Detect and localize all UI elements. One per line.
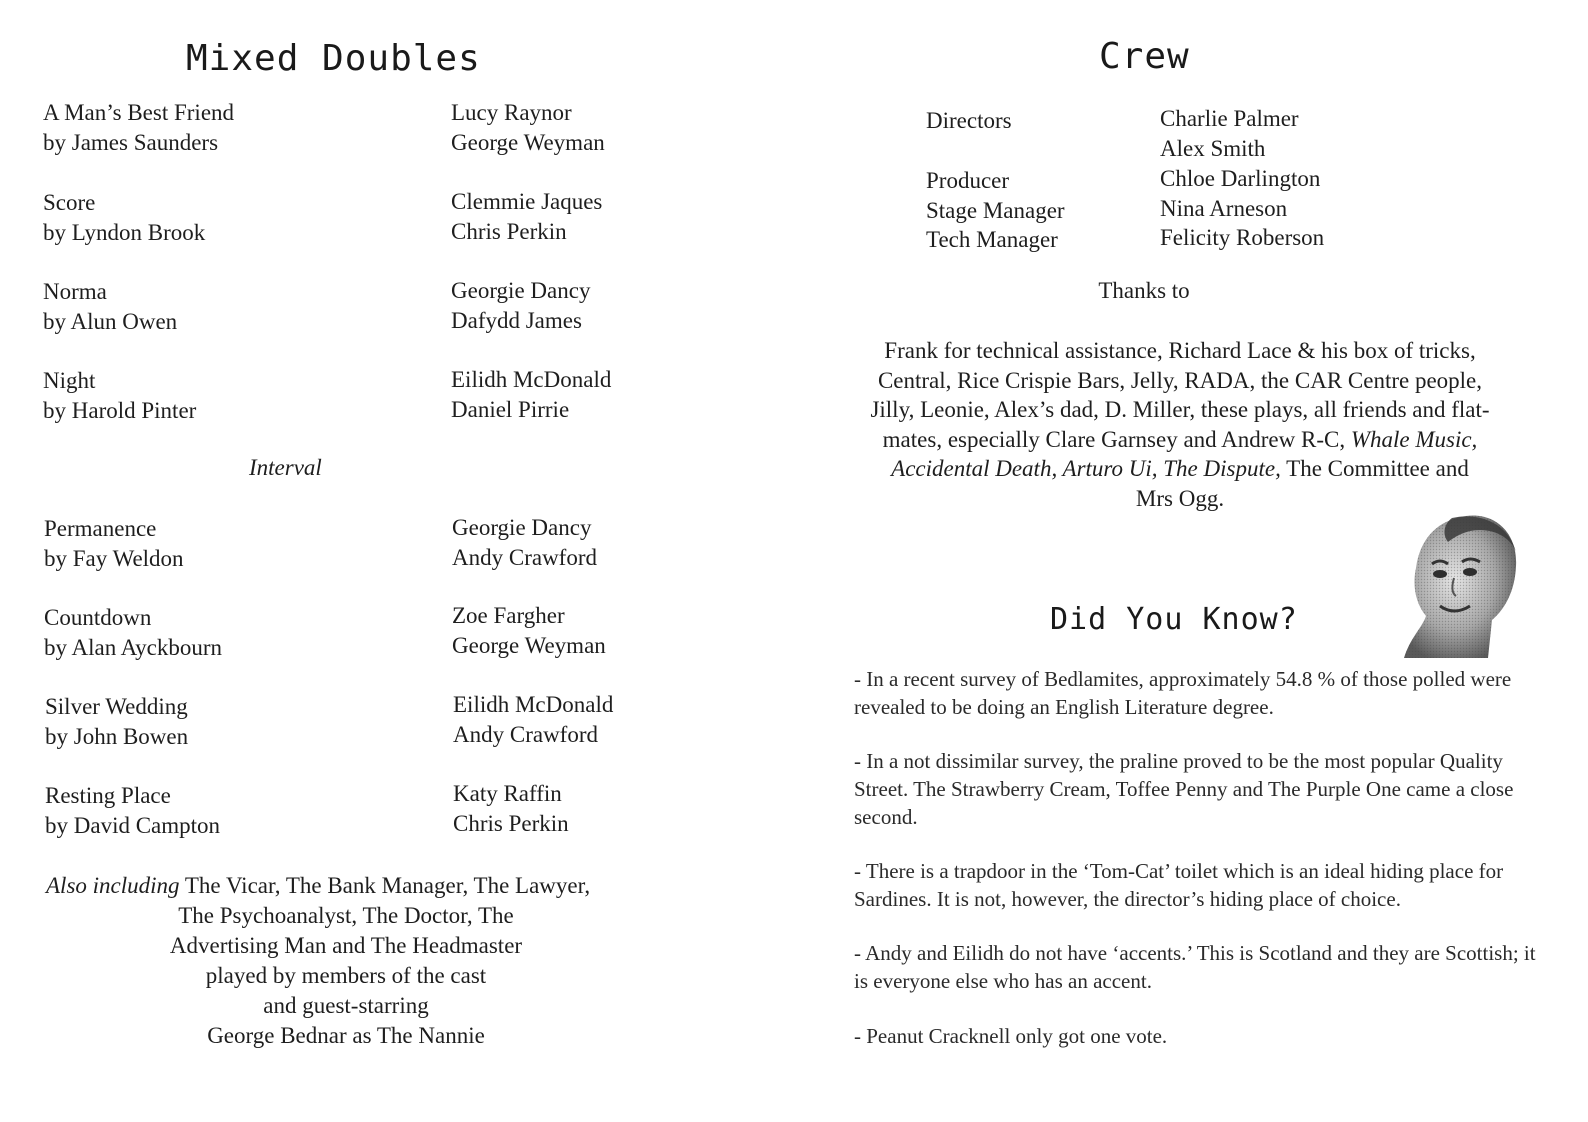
play-name: Permanence <box>44 516 157 541</box>
play-cast <box>451 276 590 336</box>
thanks-line: Jilly, Leonie, Alex’s dad, D. Miller, these plays, all friends and flat- <box>870 397 1490 422</box>
crew-role-directors: Directors <box>926 108 1012 133</box>
thanks-line: The Committee and <box>1280 456 1469 481</box>
play-cast <box>451 187 602 247</box>
play-author: by Harold Pinter <box>43 398 197 423</box>
play-author: by Fay Weldon <box>44 546 184 571</box>
play-entry <box>44 514 184 574</box>
thanks-heading: Thanks to <box>1098 278 1190 303</box>
play-entry <box>43 98 234 158</box>
crew-name-stage-manager: Nina Arneson <box>1160 196 1288 221</box>
fact-item: - In a recent survey of Bedlamites, approximately 54.8 % of those polled were revealed to be doing an English Literature degree. <box>854 667 1512 719</box>
interval-label: Interval <box>249 455 322 480</box>
page-title: Mixed Doubles <box>186 38 481 79</box>
portrait-photo <box>1396 512 1522 660</box>
thanks-text <box>840 336 1520 513</box>
play-entry <box>43 277 177 337</box>
fact-item: - In a not dissimilar survey, the praline proved to be the most popular Quality Street. The Strawberry Cream, Toffee Penny and The Purple One came a close second. <box>854 749 1514 829</box>
also-including-block <box>46 871 686 1051</box>
play-author: by Lyndon Brook <box>43 220 206 245</box>
play-entry <box>45 781 220 841</box>
play-entry <box>43 366 196 426</box>
play-cast <box>453 690 613 750</box>
crew-title: Crew <box>1099 36 1190 77</box>
play-cast <box>451 365 611 425</box>
thanks-italic-title: Whale Music, <box>1350 426 1478 452</box>
thanks-line: Frank for technical assistance, Richard Lace & his box of tricks, <box>884 338 1476 363</box>
play-name: Resting Place <box>45 783 171 808</box>
thanks-italic-title: Accidental Death, Arturo Ui, The Dispute, <box>891 456 1281 481</box>
also-including-line: played by members of the cast <box>205 963 487 988</box>
play-author: by James Saunders <box>43 130 219 155</box>
crew-role-producer: Producer <box>926 168 1010 193</box>
cast-member: Chris Perkin <box>453 811 569 836</box>
play-cast <box>451 98 605 158</box>
crew-name-director: Charlie Palmer <box>1160 106 1299 131</box>
crew-role-stage-manager: Stage Manager <box>926 198 1065 223</box>
cast-member: Eilidh McDonald <box>451 367 612 392</box>
also-including-label: Also including <box>46 873 180 898</box>
cast-member: Andy Crawford <box>452 545 597 570</box>
did-you-know-title: Did You Know? <box>1050 602 1298 637</box>
play-cast <box>452 601 606 661</box>
play-author: by David Campton <box>45 813 221 838</box>
play-entry <box>45 692 188 752</box>
thanks-line: Mrs Ogg. <box>1135 485 1225 511</box>
play-entry <box>43 188 205 248</box>
cast-member: Dafydd James <box>451 308 582 333</box>
crew-role-tech-manager: Tech Manager <box>926 227 1058 252</box>
cast-member: Daniel Pirrie <box>451 397 570 422</box>
cast-member: Georgie Dancy <box>451 278 591 303</box>
cast-member: Andy Crawford <box>453 722 598 747</box>
play-author: by John Bowen <box>45 724 189 749</box>
play-cast <box>453 779 569 839</box>
cast-member: Lucy Raynor <box>451 100 572 125</box>
thanks-line: mates, especially Clare Garnsey and Andrew R-C, <box>882 426 1351 452</box>
cast-member: George Weyman <box>452 633 606 658</box>
fact-item: - There is a trapdoor in the ‘Tom-Cat’ toilet which is an ideal hiding place for Sardines. It is not, however, the director’s hiding place of choice. <box>854 859 1504 911</box>
cast-member: Clemmie Jaques <box>451 189 603 214</box>
thanks-line: Central, Rice Crispie Bars, Jelly, RADA, the CAR Centre people, <box>877 367 1483 393</box>
fact-item: - Andy and Eilidh do not have ‘accents.’ This is Scotland and they are Scottish; it is everyone else who has an accent. <box>854 941 1536 993</box>
fact-item: - Peanut Cracknell only got one vote. <box>854 1024 1168 1048</box>
crew-name-tech-manager: Felicity Roberson <box>1160 225 1325 250</box>
play-name: Countdown <box>44 605 152 630</box>
crew-name-producer: Chloe Darlington <box>1160 166 1321 191</box>
also-including-line: George Bednar as The Nannie <box>207 1023 485 1048</box>
also-including-line: The Psychoanalyst, The Doctor, The <box>178 903 514 928</box>
play-cast <box>452 513 597 573</box>
cast-member: Zoe Fargher <box>452 603 565 628</box>
also-including-line: Advertising Man and The Headmaster <box>169 933 523 958</box>
play-author: by Alun Owen <box>43 309 178 334</box>
play-name: Night <box>43 368 96 393</box>
play-entry <box>44 603 222 663</box>
play-name: A Man’s Best Friend <box>43 100 235 125</box>
cast-member: Chris Perkin <box>451 219 567 244</box>
play-name: Norma <box>43 279 107 304</box>
cast-member: Georgie Dancy <box>452 515 592 540</box>
crew-name-director: Alex Smith <box>1160 136 1266 161</box>
cast-member: Katy Raffin <box>453 781 562 806</box>
play-name: Score <box>43 190 96 215</box>
cast-member: Eilidh McDonald <box>453 692 614 717</box>
play-name: Silver Wedding <box>45 694 188 719</box>
cast-member: George Weyman <box>451 130 605 155</box>
also-including-line: and guest-starring <box>263 993 429 1018</box>
also-including-line: The Vicar, The Bank Manager, The Lawyer, <box>179 873 591 898</box>
play-author: by Alan Ayckbourn <box>44 635 223 660</box>
right-page <box>794 0 1588 1122</box>
portrait-image <box>1396 512 1522 660</box>
